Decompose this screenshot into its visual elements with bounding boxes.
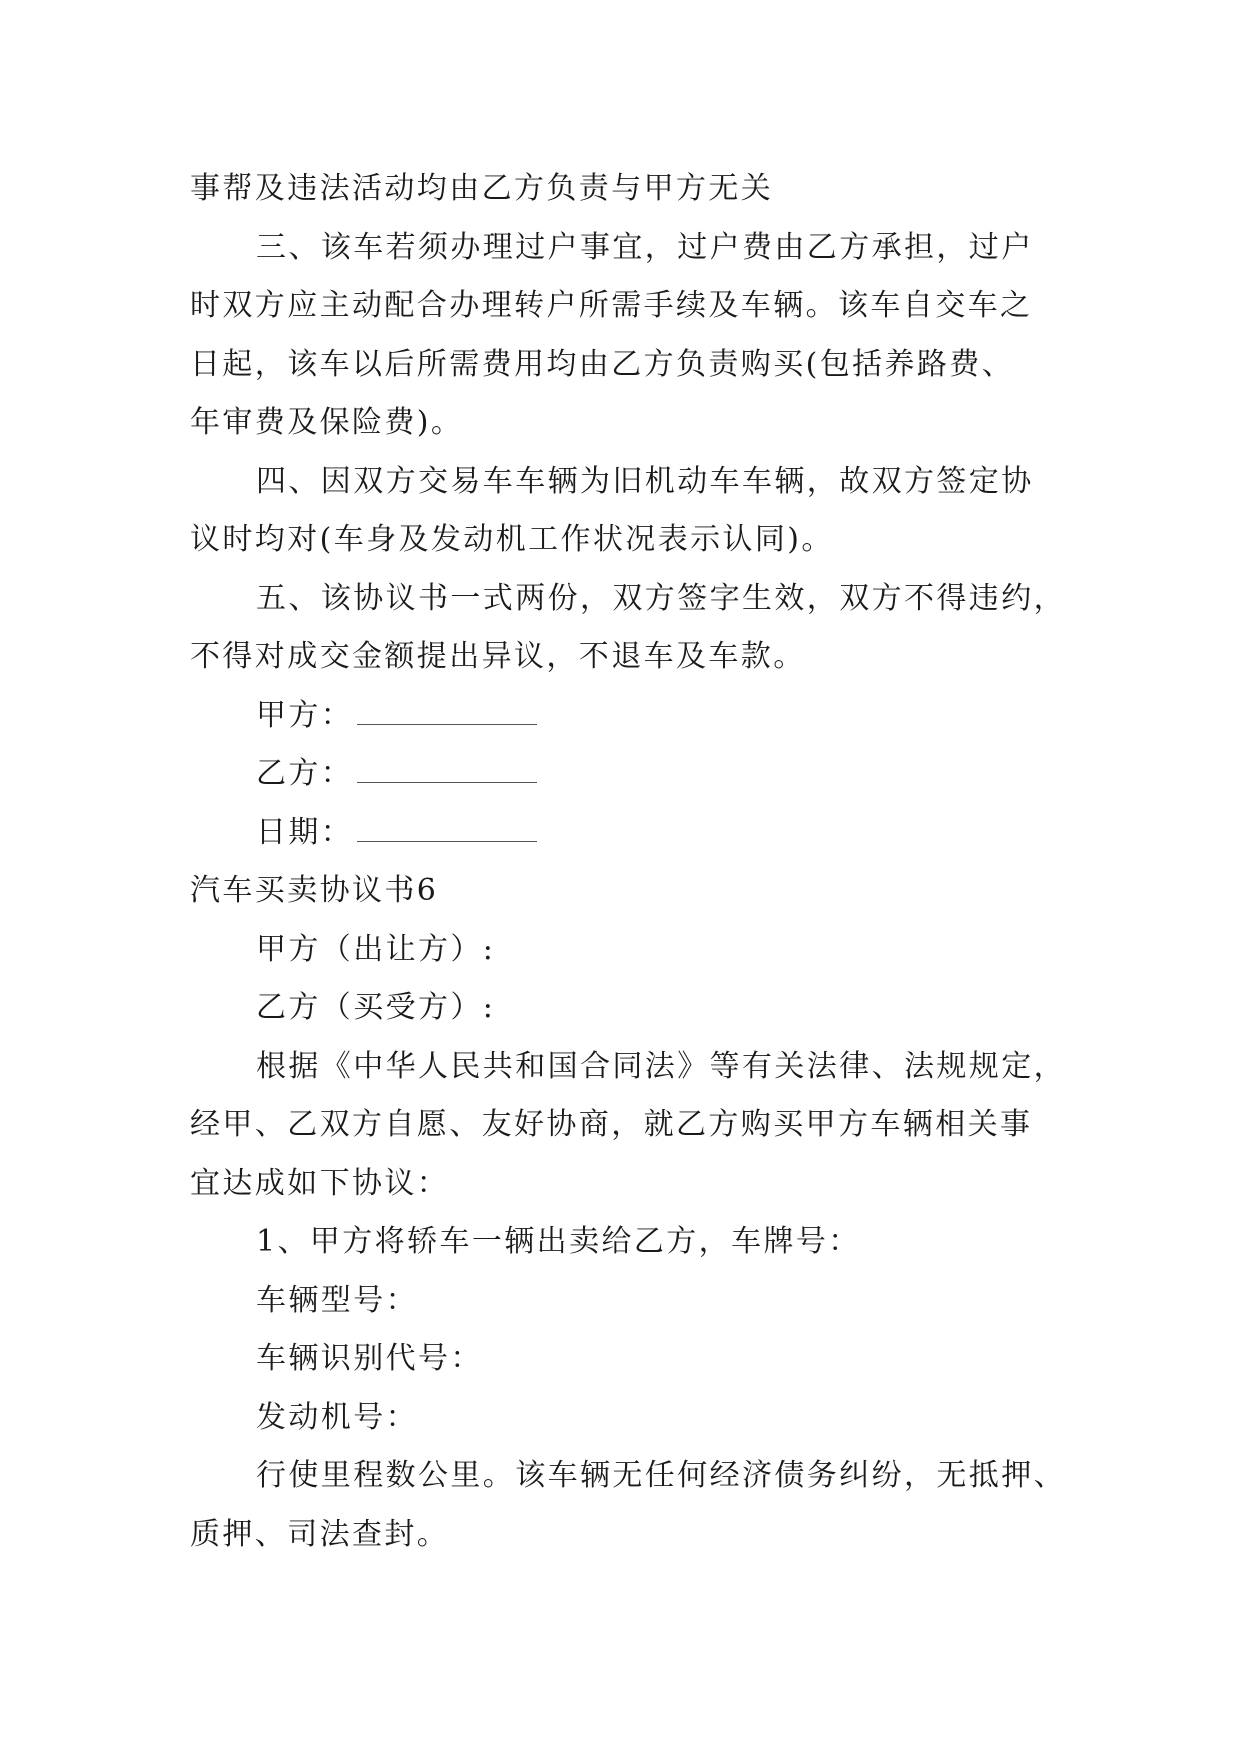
paragraph-line: 时双方应主动配合办理转户所需手续及车辆。该车自交车之 [190,288,1033,323]
section-title: 汽车买卖协议书6 [190,873,439,908]
paragraph-line: 1、甲方将轿车一辆出卖给乙方，车牌号： [256,1224,861,1259]
paragraph-line: 根据《中华人民共和国合同法》等有关法律、法规规定， [256,1048,1066,1084]
paragraph-line: 质押、司法查封。 [190,1516,450,1552]
paragraph-line: 不得对成交金额提出异议，不退车及车款。 [190,639,806,674]
paragraph-line: 车辆型号： [256,1282,418,1318]
paragraph-line: 日起，该车以后所需费用均由乙方负责购买(包括养路费、 [190,346,1015,382]
paragraph-line: 行使里程数公里。该车辆无任何经济债务纠纷，无抵押、 [256,1458,1066,1493]
signature-blank [357,815,537,842]
paragraph-line: 事帮及违法活动均由乙方负责与甲方无关 [190,171,774,206]
paragraph-line: 年审费及保险费)。 [190,405,464,440]
document-body [190,160,1066,1564]
paragraph-line: 五、该协议书一式两份，双方签字生效，双方不得违约， [256,580,1066,616]
signature-line-party-a [190,687,1056,746]
signature-label: 乙方： [256,756,354,791]
paragraph-line: 宜达成如下协议： [190,1165,450,1201]
paragraph-line: 经甲、乙双方自愿、友好协商，就乙方购买甲方车辆相关事 [190,1107,1033,1142]
signature-label: 日期： [256,814,354,850]
signature-line-date [190,804,1056,863]
paragraph-line: 乙方（买受方）: [256,990,496,1025]
signature-blank [357,756,537,783]
paragraph-line: 三、该车若须办理过户事宜，过户费由乙方承担，过户 [256,229,1034,265]
paragraph-line: 四、因双方交易车车辆为旧机动车车辆，故双方签定协 [256,463,1034,499]
signature-blank [357,698,537,725]
paragraph-line: 车辆识别代号： [256,1341,483,1376]
signature-label: 甲方： [256,697,354,733]
signature-line-party-b [190,745,1056,804]
paragraph-line: 议时均对(车身及发动机工作状况表示认同)。 [190,522,834,557]
paragraph-line: 发动机号： [256,1399,418,1435]
paragraph-line: 甲方（出让方）: [256,931,496,967]
